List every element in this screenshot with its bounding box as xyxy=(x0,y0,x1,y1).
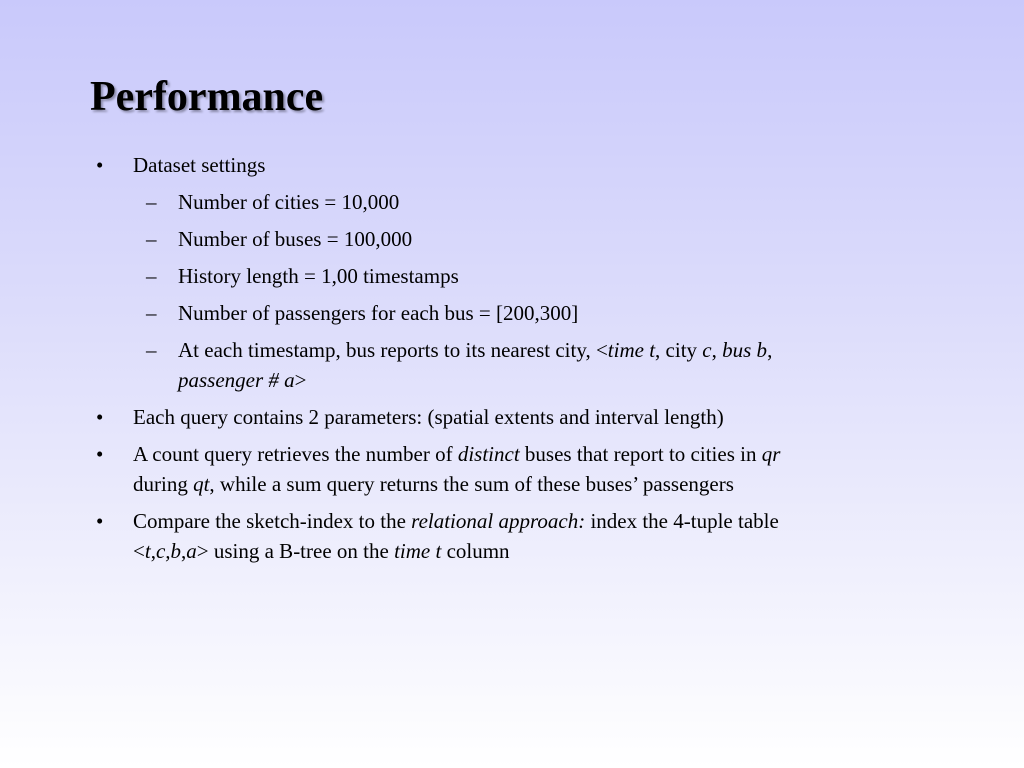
subbullet-text: Number of cities = 10,000 xyxy=(178,190,400,214)
subbullet-buses xyxy=(92,224,942,254)
text-run: index the 4-tuple table xyxy=(585,509,779,533)
italic-run: bus b xyxy=(722,338,768,362)
italic-run: time t xyxy=(394,539,442,563)
italic-run: qt xyxy=(193,472,210,496)
subbullet-report xyxy=(92,335,942,395)
bullet-count-query xyxy=(92,439,942,499)
text-run: , xyxy=(181,539,187,563)
subbullet-cities xyxy=(92,187,942,217)
italic-run: t xyxy=(144,539,151,563)
text-run: , city xyxy=(655,338,703,362)
slide-body xyxy=(92,150,942,573)
bullet-marker: • xyxy=(96,153,104,177)
italic-run: c,b xyxy=(155,539,182,563)
text-run: > xyxy=(294,368,307,392)
italic-run: a xyxy=(186,539,197,563)
bullet-compare xyxy=(92,506,942,566)
subbullet-text: Number of buses = 100,000 xyxy=(178,227,413,251)
dash-marker: – xyxy=(146,227,157,251)
text-run: Compare the sketch-index to the xyxy=(133,509,412,533)
text-run: , while a sum query returns the sum of these buses’ passengers xyxy=(209,472,734,496)
text-run: , xyxy=(150,539,156,563)
text-run: buses that report to cities in xyxy=(519,442,762,466)
bullet-dataset-settings xyxy=(92,150,942,180)
bullet-text xyxy=(133,442,780,496)
subbullet-text: History length = 1,00 timestamps xyxy=(178,264,459,288)
bullet-query-params xyxy=(92,402,942,432)
text-run: , xyxy=(711,338,723,362)
text-run: At each timestamp, bus reports to its nearest city, < xyxy=(178,338,608,362)
dash-marker: – xyxy=(146,264,157,288)
subbullet-history xyxy=(92,261,942,291)
bullet-text: Dataset settings xyxy=(133,153,266,177)
bullet-text xyxy=(133,509,779,563)
bullet-marker: • xyxy=(96,509,104,533)
italic-run: time t xyxy=(607,338,656,362)
italic-run: c xyxy=(702,338,712,362)
text-run: < xyxy=(133,539,145,563)
slide-title: Performance xyxy=(90,74,324,120)
bullet-marker: • xyxy=(96,405,104,429)
italic-run: relational approach: xyxy=(411,509,586,533)
subbullet-text: Number of passengers for each bus = [200,300] xyxy=(178,301,579,325)
text-run: A count query retrieves the number of xyxy=(133,442,458,466)
italic-run: distinct xyxy=(457,442,520,466)
text-run: > using a B-tree on the xyxy=(196,539,395,563)
dash-marker: – xyxy=(146,338,157,362)
subbullet-text xyxy=(178,338,772,392)
italic-run: passenger # a xyxy=(178,368,295,392)
text-run: during xyxy=(133,472,194,496)
dash-marker: – xyxy=(146,301,157,325)
bullet-text: Each query contains 2 parameters: (spatial extents and interval length) xyxy=(133,405,724,429)
text-run: , xyxy=(767,338,773,362)
dash-marker: – xyxy=(146,190,157,214)
text-run: column xyxy=(441,539,510,563)
bullet-marker: • xyxy=(96,442,104,466)
subbullet-passengers xyxy=(92,298,942,328)
italic-run: qr xyxy=(761,442,781,466)
